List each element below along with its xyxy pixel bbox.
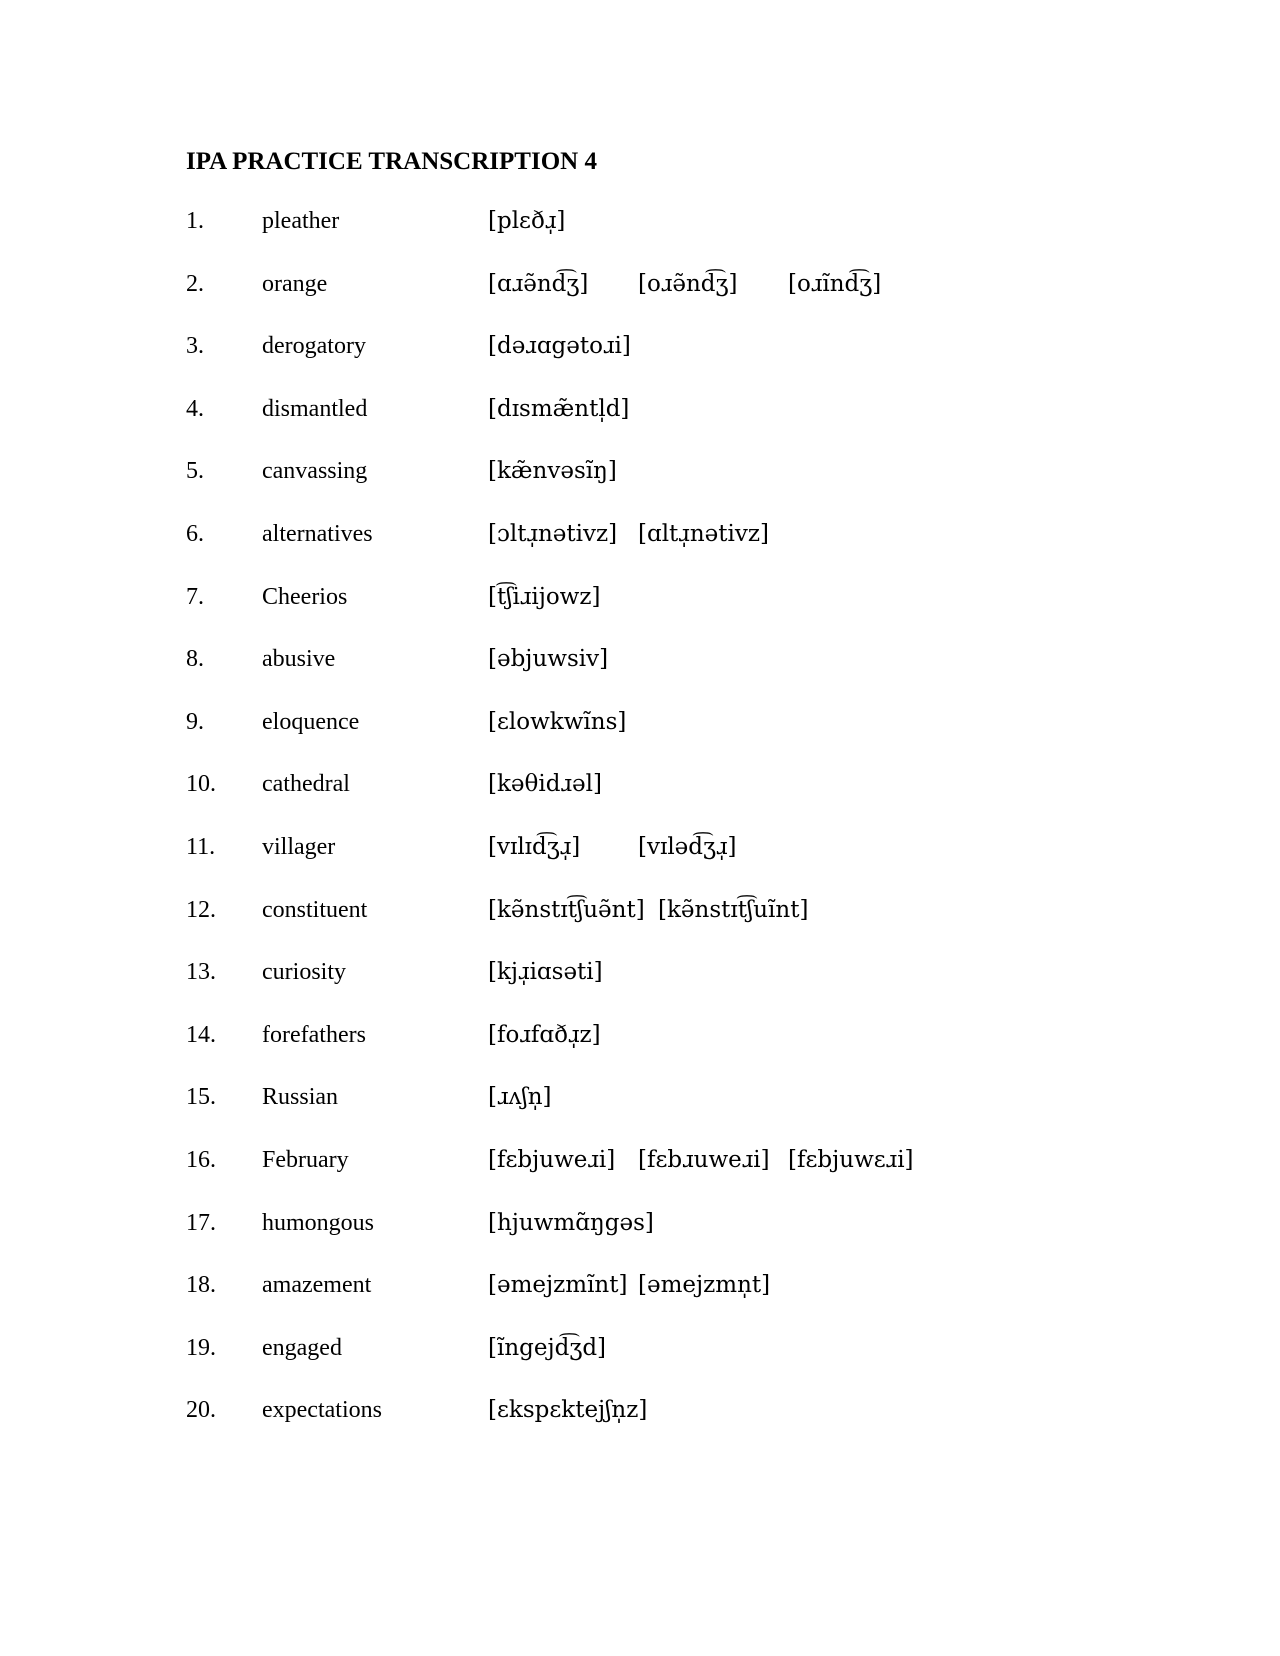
- item-word: forefathers: [262, 1021, 366, 1048]
- item-number: 1.: [186, 208, 204, 234]
- item-number: 15.: [186, 1084, 216, 1111]
- item-transcription-alt: [oɹĩnd͡ʒ]: [788, 270, 882, 297]
- item-transcription: [kjɹ̩iɑsəti]: [488, 959, 603, 986]
- list-item: [186, 1268, 1186, 1331]
- item-word: derogatory: [262, 333, 366, 360]
- item-number: 13.: [186, 959, 216, 986]
- item-number: 7.: [186, 583, 204, 610]
- item-transcription: [ɹʌʃn̩]: [488, 1084, 552, 1111]
- item-word: constituent: [262, 896, 368, 923]
- item-word: humongous: [262, 1209, 375, 1236]
- item-transcription-alt: [oɹə̃nd͡ʒ]: [638, 270, 738, 297]
- list-item: [186, 517, 1186, 580]
- item-transcription: [ɛlowkwĩns]: [488, 708, 627, 735]
- item-transcription-alt: [fɛbɹuweɹi]: [638, 1146, 770, 1173]
- item-word: dismantled: [262, 395, 368, 422]
- list-item: [186, 1206, 1186, 1269]
- item-transcription: [ɔltɹ̩nətivz]: [488, 520, 618, 547]
- list-item: [186, 1331, 1186, 1394]
- item-number: 12.: [186, 896, 216, 923]
- item-number: 5.: [186, 458, 204, 485]
- item-transcription: [kə̃nstɪt͡ʃuə̃nt]: [488, 896, 645, 923]
- list-item: [186, 580, 1186, 643]
- item-transcription-alt: [ɑltɹ̩nətivz]: [638, 520, 769, 547]
- item-word: curiosity: [262, 959, 346, 986]
- list-item: [186, 955, 1186, 1018]
- item-transcription-alt: [fɛbjuwɛɹi]: [788, 1146, 914, 1173]
- item-transcription: [plɛðɹ̩]: [488, 208, 566, 234]
- item-transcription: [dɪsmæ̃ntl̩d]: [488, 395, 630, 422]
- list-item: [186, 893, 1186, 956]
- item-word: Russian: [262, 1084, 339, 1111]
- item-number: 4.: [186, 395, 204, 422]
- item-word: cathedral: [262, 771, 350, 798]
- item-transcription: [dəɹɑgətoɹi]: [488, 333, 631, 360]
- list-item: [186, 705, 1186, 768]
- list-item: [186, 454, 1186, 517]
- item-transcription: [foɹfɑðɹ̩z]: [488, 1021, 601, 1048]
- item-number: 10.: [186, 771, 216, 798]
- item-transcription: [fɛbjuweɹi]: [488, 1146, 616, 1173]
- item-number: 17.: [186, 1209, 216, 1236]
- list-item: [186, 1080, 1186, 1143]
- item-transcription: [ĩngejd͡ʒd]: [488, 1334, 607, 1361]
- item-number: 19.: [186, 1334, 216, 1361]
- item-transcription: [vɪlɪd͡ʒɹ̩]: [488, 833, 581, 860]
- item-number: 11.: [186, 833, 216, 860]
- item-transcription: [kæ̃nvəsĩŋ]: [488, 458, 617, 485]
- item-word: alternatives: [262, 520, 373, 547]
- item-number: 18.: [186, 1272, 216, 1299]
- item-word: orange: [262, 270, 328, 297]
- item-word: expectations: [262, 1397, 382, 1424]
- item-transcription: [hjuwmɑ̃ŋgəs]: [488, 1209, 654, 1236]
- list-item: [186, 392, 1186, 455]
- item-transcription: [ɛkspɛktejʃn̩z]: [488, 1397, 648, 1424]
- item-transcription-alt: [kə̃nstɪt͡ʃuĩnt]: [658, 896, 809, 923]
- list-item: [186, 1393, 1186, 1456]
- item-transcription-alt: [vɪləd͡ʒɹ̩]: [638, 833, 737, 860]
- item-word: engaged: [262, 1334, 342, 1361]
- item-transcription: [əmejzmĩnt]: [488, 1272, 628, 1299]
- item-word: villager: [262, 833, 336, 860]
- item-word: abusive: [262, 646, 336, 673]
- transcription-list: [186, 204, 1186, 1456]
- item-word: pleather: [262, 208, 340, 234]
- list-item: [186, 267, 1186, 330]
- item-word: amazement: [262, 1272, 372, 1299]
- item-number: 3.: [186, 333, 204, 360]
- item-number: 9.: [186, 708, 204, 735]
- item-word: eloquence: [262, 708, 360, 735]
- item-number: 8.: [186, 646, 204, 673]
- item-transcription-alt: [əmejzmn̩t]: [638, 1272, 771, 1299]
- list-item: [186, 642, 1186, 705]
- item-transcription: [əbjuwsiv]: [488, 646, 609, 673]
- item-word: Cheerios: [262, 583, 348, 610]
- list-item: [186, 830, 1186, 893]
- item-word: February: [262, 1146, 349, 1173]
- item-transcription: [ɑɹə̃nd͡ʒ]: [488, 270, 589, 297]
- list-item: [186, 1018, 1186, 1081]
- list-item: [186, 329, 1186, 392]
- list-item: [186, 1143, 1186, 1206]
- item-number: 14.: [186, 1021, 216, 1048]
- item-transcription: [t͡ʃiɹijowz]: [488, 583, 601, 610]
- item-number: 2.: [186, 270, 204, 297]
- item-number: 6.: [186, 520, 204, 547]
- page-title: IPA PRACTICE TRANSCRIPTION 4: [186, 148, 597, 175]
- list-item: [186, 767, 1186, 830]
- item-transcription: [kəθidɹəl]: [488, 771, 602, 798]
- item-word: canvassing: [262, 458, 368, 485]
- list-item: [186, 204, 1186, 267]
- item-number: 20.: [186, 1397, 216, 1424]
- item-number: 16.: [186, 1146, 216, 1173]
